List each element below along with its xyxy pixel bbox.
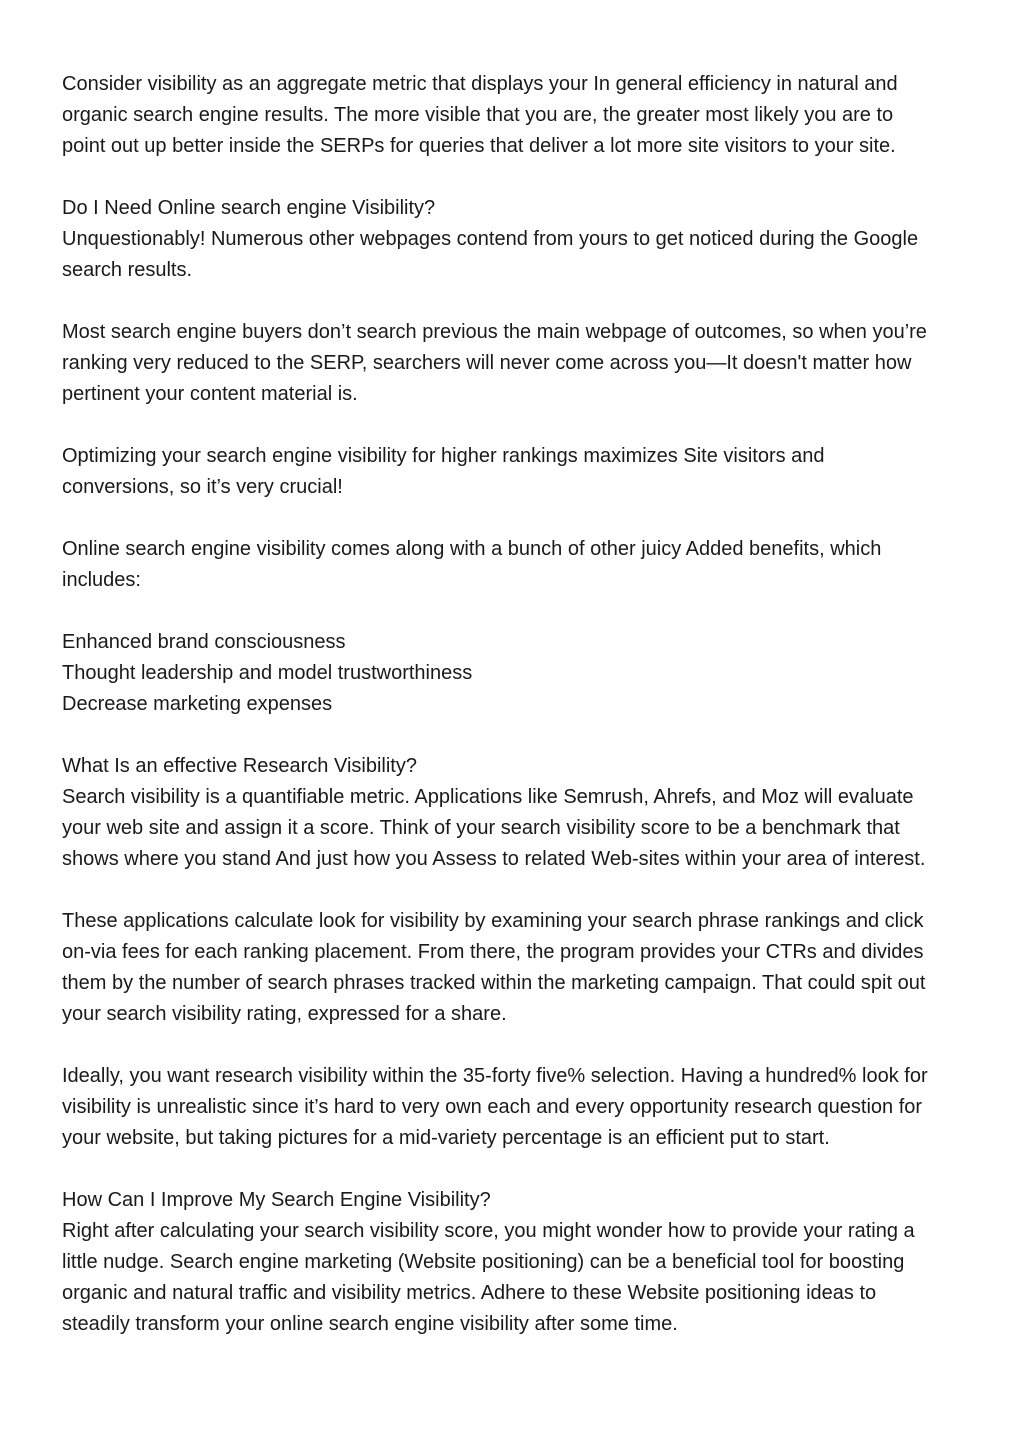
text-line: pertinent your content material is. xyxy=(62,383,358,405)
section-heading: Do I Need Online search engine Visibility? xyxy=(62,197,436,219)
text-line: These applications calculate look for visibility by examining your search phrase rankings and click xyxy=(62,910,924,932)
list-item: Enhanced brand consciousness xyxy=(62,631,346,653)
text-line: Right after calculating your search visibility score, you might wonder how to provide your rating a xyxy=(62,1220,915,1242)
paragraph-improve xyxy=(62,1185,982,1340)
text-line: Search visibility is a quantifiable metric. Applications like Semrush, Ahrefs, and Moz will evaluate xyxy=(62,786,914,808)
text-line: your web site and assign it a score. Think of your search visibility score to be a benchmark that xyxy=(62,817,900,839)
section-heading: How Can I Improve My Search Engine Visibility? xyxy=(62,1189,491,1211)
text-line: conversions, so it’s very crucial! xyxy=(62,476,343,498)
paragraph-effective-visibility xyxy=(62,751,982,875)
text-line: on-via fees for each ranking placement. From there, the program provides your CTRs and divides xyxy=(62,941,924,963)
list-item: Thought leadership and model trustworthiness xyxy=(62,662,473,684)
text-line: Consider visibility as an aggregate metric that displays your In general efficiency in natural and xyxy=(62,73,898,95)
benefits-list xyxy=(62,627,982,720)
text-line: organic search engine results. The more visible that you are, the greater most likely you are to xyxy=(62,104,894,126)
text-line: your website, but taking pictures for a mid-variety percentage is an efficient put to start. xyxy=(62,1127,830,1149)
text-line: ranking very reduced to the SERP, searchers will never come across you—It doesn't matter how xyxy=(62,352,912,374)
text-line: includes: xyxy=(62,569,141,591)
paragraph-benefits-intro xyxy=(62,534,982,596)
text-line: visibility is unrealistic since it’s hard to very own each and every opportunity research question for xyxy=(62,1096,923,1118)
text-line: Unquestionably! Numerous other webpages contend from yours to get noticed during the Google xyxy=(62,228,919,250)
text-line: search results. xyxy=(62,259,193,281)
text-line: Most search engine buyers don’t search previous the main webpage of outcomes, so when you’re xyxy=(62,321,927,343)
text-line: steadily transform your online search engine visibility after some time. xyxy=(62,1313,678,1335)
document-body xyxy=(62,69,982,1371)
section-heading: What Is an effective Research Visibility? xyxy=(62,755,417,777)
paragraph-search-buyers xyxy=(62,317,982,410)
text-line: organic and natural traffic and visibility metrics. Adhere to these Website positioning ideas to xyxy=(62,1282,877,1304)
text-line: them by the number of search phrases tracked within the marketing campaign. That could spit out xyxy=(62,972,926,994)
paragraph-intro xyxy=(62,69,982,162)
paragraph-optimizing xyxy=(62,441,982,503)
paragraph-need-visibility xyxy=(62,193,982,286)
text-line: shows where you stand And just how you Assess to related Web-sites within your area of interest. xyxy=(62,848,926,870)
list-item: Decrease marketing expenses xyxy=(62,693,333,715)
text-line: Online search engine visibility comes along with a bunch of other juicy Added benefits, which xyxy=(62,538,882,560)
paragraph-applications xyxy=(62,906,982,1030)
text-line: point out up better inside the SERPs for queries that deliver a lot more site visitors to your site. xyxy=(62,135,896,157)
text-line: Optimizing your search engine visibility for higher rankings maximizes Site visitors and xyxy=(62,445,825,467)
text-line: your search visibility rating, expressed for a share. xyxy=(62,1003,507,1025)
paragraph-ideally xyxy=(62,1061,982,1154)
text-line: little nudge. Search engine marketing (Website positioning) can be a beneficial tool for boosting xyxy=(62,1251,905,1273)
text-line: Ideally, you want research visibility within the 35-forty five% selection. Having a hundred% look for xyxy=(62,1065,928,1087)
